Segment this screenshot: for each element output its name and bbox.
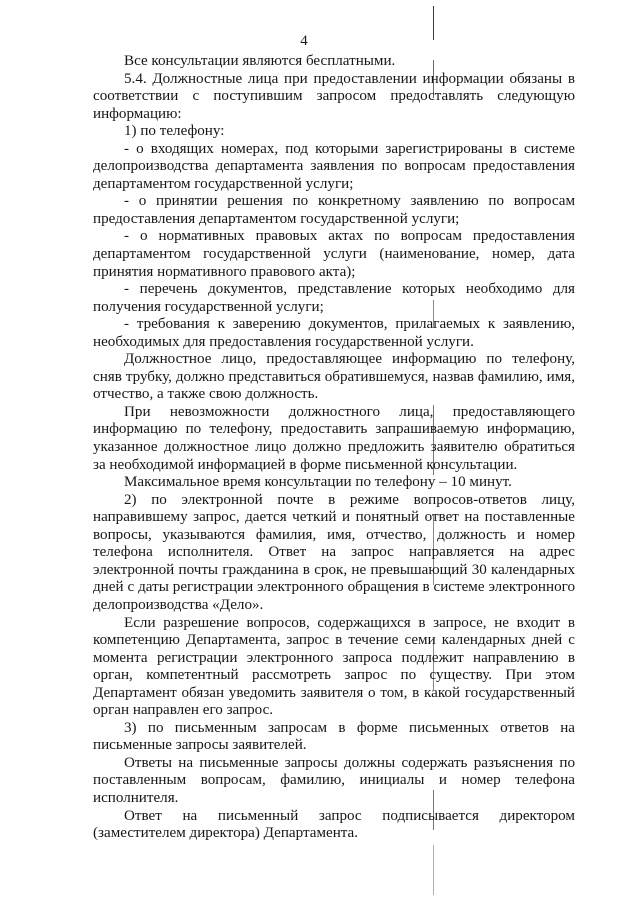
paragraph: Максимальное время консультации по телефону – 10 минут. (124, 474, 512, 491)
scan-artifact-line (433, 845, 434, 895)
paragraph: - о входящих номерах, под которыми зарегистрированы в системе делопроизводства департамента заявления по вопросам предоставления департаментом государственной услуги; (93, 140, 575, 192)
paragraph: Ответы на письменные запросы должны содержать разъяснения по поставленным вопросам, фамилию, инициалы и номер телефона исполнителя. (93, 754, 575, 806)
paragraph: Должностное лицо, предоставляющее информацию по телефону, сняв трубку, должно представиться обратившемуся, назвав фамилию, имя, отчество, а также свою должность. (93, 351, 575, 403)
paragraph: - о нормативных правовых актах по вопросам предоставления департаментом государственной услуги (наименование, номер, дата принятия нормативного правового акта); (93, 228, 575, 280)
paragraph: 3) по письменным запросам в форме письменных ответов на письменные запросы заявителей. (93, 719, 575, 754)
page-number: 4 (300, 33, 308, 49)
paragraph: Ответ на письменный запрос подписывается директором (заместителем директора) Департамента. (93, 807, 575, 842)
paragraph: 1) по телефону: (124, 123, 225, 140)
paragraph: Все консультации являются бесплатными. (124, 53, 396, 69)
paragraph: - перечень документов, представление которых необходимо для получения государственной услуги; (93, 281, 575, 315)
document-body (93, 53, 575, 843)
paragraph: Если разрешение вопросов, содержащихся в запросе, не входит в компетенцию Департамента, запрос в течение семи календарных дней с момента регистрации электронного запроса подлежит направлению в орган, компетентный рассмотреть запрос по существу. При этом Департамент обязан уведомить заявителя о том, в какой государственный орган направлен его запрос. (93, 614, 575, 719)
paragraph: 2) по электронной почте в режиме вопросов-ответов лицу, направившему запрос, дается четкий и понятный ответ на поставленные вопросы, указываются фамилия, имя, отчество, должность и номер телефона исполнителя. Ответ на запрос направляется на адрес электронной почты гражданина в срок, не превышающий 30 календарных дней с даты регистрации электронного обращения в системе электронного делопроизводства «Дело». (93, 491, 575, 613)
paragraph: - требования к заверению документов, прилагаемых к заявлению, необходимых для предоставления государственной услуги. (93, 316, 575, 350)
paragraph: 5.4. Должностные лица при предоставлении информации обязаны в соответствии с поступившим запросом предоставлять следующую информацию: (93, 70, 575, 122)
paragraph: - о принятии решения по конкретному заявлению по вопросам предоставления департаментом государственной услуги; (93, 193, 575, 227)
paragraph: При невозможности должностного лица, предоставляющего информацию по телефону, предоставить запрашиваемую информацию, указанное должностное лицо должно предложить заявителю обратиться за необходимой информацией в форме письменной консультации. (93, 403, 575, 473)
